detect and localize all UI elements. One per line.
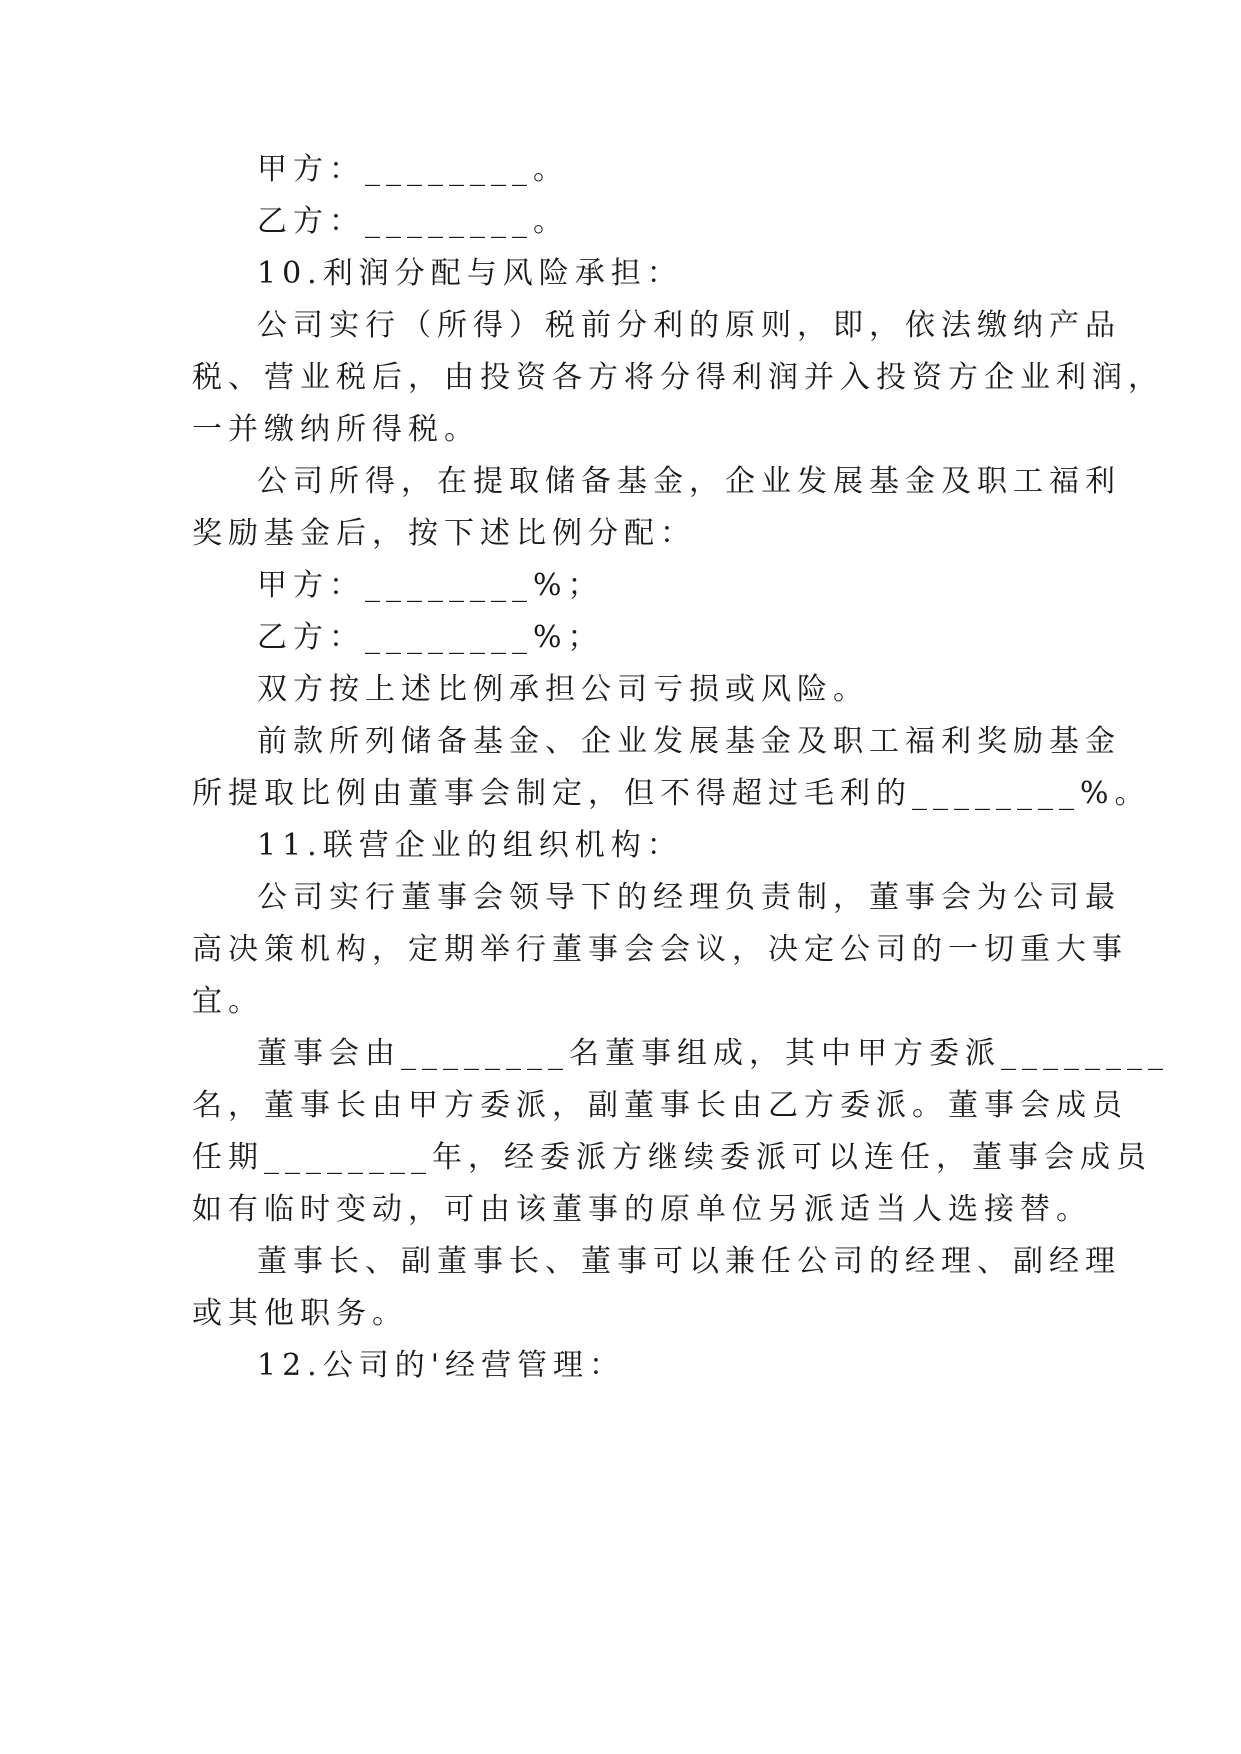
text-line: 公司实行（所得）税前分利的原则，即，依法缴纳产品 <box>257 308 1121 343</box>
text-line: 所提取比例由董事会制定，但不得超过毛利的________%。 <box>192 776 1151 811</box>
text-line: 乙方：________。 <box>257 204 569 239</box>
text-line: 宜。 <box>192 984 264 1019</box>
text-line: 任期________年，经委派方继续委派可以连任，董事会成员 <box>192 1140 1152 1175</box>
text-line: 公司所得，在提取储备基金，企业发展基金及职工福利 <box>257 464 1121 499</box>
text-line: 高决策机构，定期举行董事会会议，决定公司的一切重大事 <box>192 932 1128 967</box>
text-line: 双方按上述比例承担公司亏损或风险。 <box>257 672 869 707</box>
text-line: 一并缴纳所得税。 <box>192 412 480 447</box>
text-line: 或其他职务。 <box>192 1296 408 1331</box>
text-line: 如有临时变动，可由该董事的原单位另派适当人选接替。 <box>192 1192 1092 1227</box>
text-line: 董事会由________名董事组成，其中甲方委派________ <box>257 1036 1169 1071</box>
text-line: 奖励基金后，按下述比例分配： <box>192 516 696 551</box>
section-heading: 11.联营企业的组织机构： <box>257 828 683 863</box>
text-line: 公司实行董事会领导下的经理负责制，董事会为公司最 <box>257 880 1121 915</box>
section-heading: 10.利润分配与风险承担： <box>257 256 683 291</box>
text-line: 前款所列储备基金、企业发展基金及职工福利奖励基金 <box>257 724 1121 759</box>
section-heading: 12.公司的'经营管理： <box>257 1348 625 1383</box>
text-line: 甲方：________%； <box>257 568 604 603</box>
text-line: 税、营业税后，由投资各方将分得利润并入投资方企业利润， <box>192 360 1164 395</box>
text-line: 董事长、副董事长、董事可以兼任公司的经理、副经理 <box>257 1244 1121 1279</box>
text-line: 乙方：________%； <box>257 620 604 655</box>
text-line: 甲方：________。 <box>257 152 569 187</box>
text-line: 名，董事长由甲方委派，副董事长由乙方委派。董事会成员 <box>192 1088 1128 1123</box>
